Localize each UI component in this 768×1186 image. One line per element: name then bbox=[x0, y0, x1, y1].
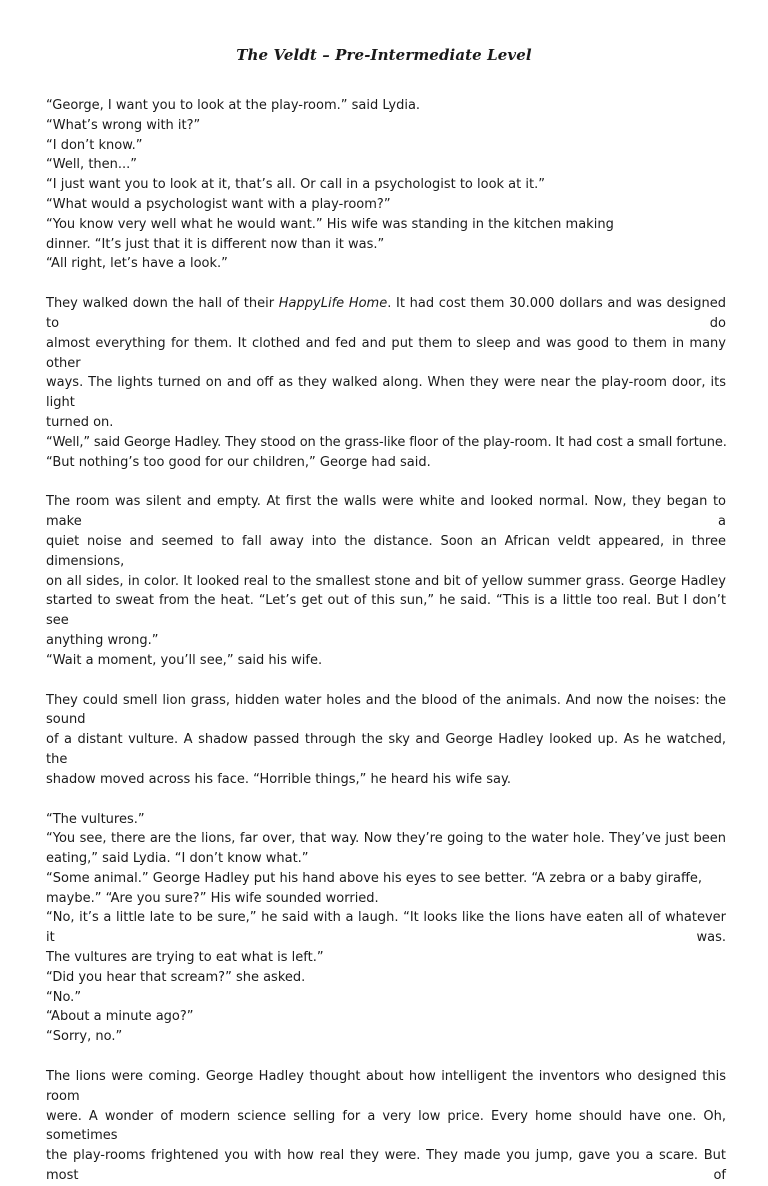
paragraph-2 bbox=[46, 294, 726, 472]
text-line: The room was silent and empty. At first the walls were white and looked normal. Now, they began to make a bbox=[46, 494, 726, 530]
text-line: eating,” said Lydia. “I don’t know what.” bbox=[46, 851, 309, 867]
text-line: on all sides, in color. It looked real to the smallest stone and bit of yellow summer grass. George Hadley bbox=[46, 573, 726, 589]
dialogue-block-2 bbox=[46, 810, 726, 1048]
text-line: “George, I want you to look at the play-room.” said Lydia. bbox=[46, 98, 421, 113]
text-line: “Wait a moment, you’ll see,” said his wife. bbox=[46, 652, 323, 668]
text-line: the play-rooms frightened you with how real they were. They made you jump, gave you a scare. But most of bbox=[46, 1148, 726, 1184]
text-line: “About a minute ago?” bbox=[46, 1009, 194, 1025]
text-line: quiet noise and seemed to fall away into the distance. Soon an African veldt appeared, in three dimensions, bbox=[46, 533, 726, 569]
document-title: The Veldt – Pre-Intermediate Level bbox=[236, 46, 532, 64]
text-line: “Some animal.” George Hadley put his hand above his eyes to see better. “A zebra or a baby giraffe, bbox=[46, 870, 703, 886]
text-line: “No, it’s a little late to be sure,” he said with a laugh. “It looks like the lions have eaten all of whatever it was. bbox=[46, 910, 726, 946]
text-line: “Sorry, no.” bbox=[46, 1029, 123, 1045]
text-line: “Did you hear that scream?” she asked. bbox=[46, 969, 306, 985]
text-line: The vultures are trying to eat what is left.” bbox=[46, 950, 324, 966]
text-line: started to sweat from the heat. “Let’s get out of this sun,” he said. “This is a little too real. But I don’t see bbox=[46, 593, 726, 629]
text-line: shadow moved across his face. “Horrible things,” he heard his wife say. bbox=[46, 771, 511, 787]
text-line: “Well,” said George Hadley. They stood on the grass-like floor of the play-room. It had cost a small fortune. bbox=[46, 434, 727, 450]
dialogue-block-1 bbox=[46, 96, 726, 274]
text-line: of a distant vulture. A shadow passed through the sky and George Hadley looked up. As he watched, the bbox=[46, 732, 726, 767]
text-line: “What’s wrong with it?” bbox=[46, 117, 201, 133]
text-line: ways. The lights turned on and off as they walked along. When they were near the play-room door, its light bbox=[46, 375, 726, 411]
text-line: maybe.” “Are you sure?” His wife sounded worried. bbox=[46, 890, 379, 906]
paragraph-4 bbox=[46, 691, 726, 790]
text-line: “All right, let’s have a look.” bbox=[46, 256, 228, 272]
text-line: were. A wonder of modern science selling for a very low price. Every home should have one. Oh, sometimes bbox=[46, 1108, 726, 1144]
text-line: “The vultures.” bbox=[46, 811, 145, 827]
text-run: . It had cost them 30.000 dollars and was designed to do bbox=[46, 296, 726, 331]
text-run: They walked down the hall of their bbox=[46, 296, 279, 312]
paragraph-6 bbox=[46, 1067, 726, 1186]
text-line bbox=[46, 294, 726, 334]
text-line: “You know very well what he would want.” His wife was standing in the kitchen making bbox=[46, 216, 614, 232]
text-line: The lions were coming. George Hadley thought about how intelligent the inventors who designed this room bbox=[46, 1069, 726, 1104]
text-line: “You see, there are the lions, far over, that way. Now they’re going to the water hole. They’ve just been bbox=[46, 831, 726, 847]
text-line: “Well, then...” bbox=[46, 157, 138, 173]
text-line: “But nothing’s too good for our children,” George had said. bbox=[46, 454, 431, 470]
text-line: They could smell lion grass, hidden water holes and the blood of the animals. And now the noises: the sound bbox=[46, 692, 726, 728]
text-line: anything wrong.” bbox=[46, 632, 159, 648]
text-line: almost everything for them. It clothed and fed and put them to sleep and was good to them in many other bbox=[46, 335, 726, 371]
italic-product-name: HappyLife Home bbox=[278, 296, 388, 312]
text-line: turned on. bbox=[46, 414, 114, 430]
text-line: “No.” bbox=[46, 989, 82, 1005]
text-line: “I just want you to look at it, that’s all. Or call in a psychologist to look at it.” bbox=[46, 177, 545, 193]
text-line: “What would a psychologist want with a play-room?” bbox=[46, 196, 391, 212]
text-line: “I don’t know.” bbox=[46, 137, 143, 153]
paragraph-3 bbox=[46, 492, 726, 670]
text-line: dinner. “It’s just that it is different now than it was.” bbox=[46, 236, 385, 252]
story-body bbox=[46, 96, 726, 1186]
